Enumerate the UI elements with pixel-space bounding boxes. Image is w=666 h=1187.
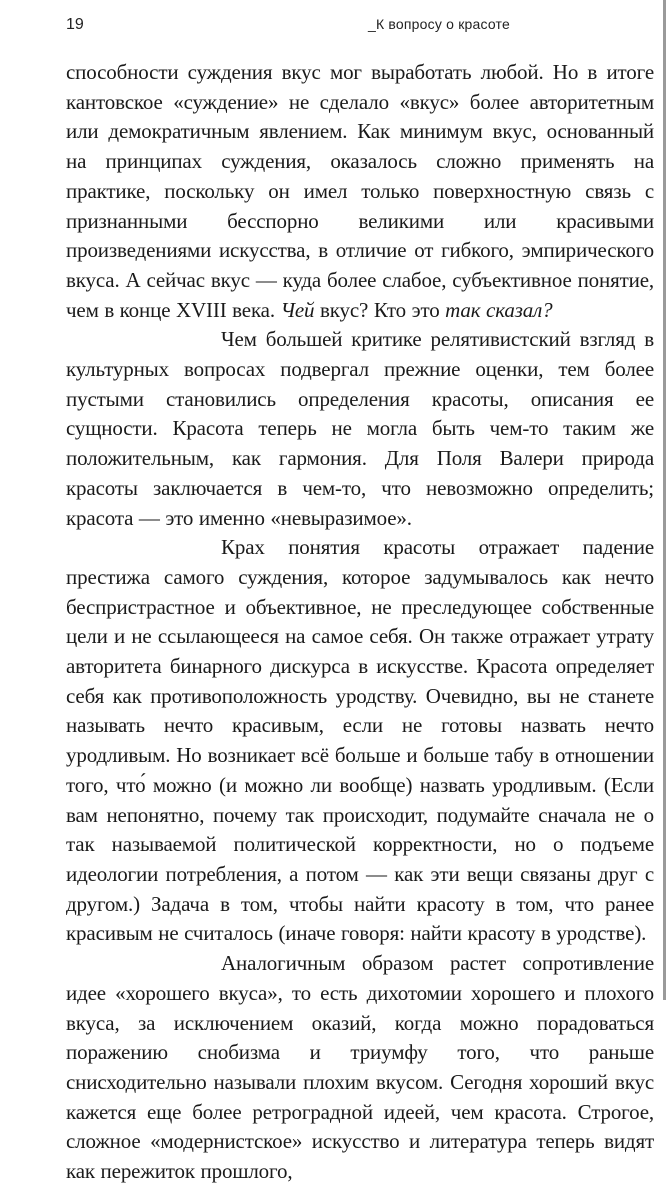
paragraph-1 [66, 58, 654, 325]
text-segment: способности суждения вкус мог выработать любой. Но в итоге кантовское «суждение» не сделало «вкус» более авторитетным или демократичным явлением. Как минимум вкус, основанный на принципах суждения, оказалось сложно применять на практике, поскольку он имел только поверхностную связь с признанными бесспорно великими или красивыми произведениями искусства, в отличие от гибкого, эмпирического вкуса. А сейчас вкус — куда более слабое, субъективное понятие, чем в конце XVIII века. [66, 60, 654, 322]
paragraph-2 [66, 325, 654, 533]
running-header [66, 16, 646, 38]
running-title: _К вопросу о красоте [368, 16, 510, 32]
text-segment: Чем большей критике релятивистский взгляд в культурных вопросах подвергал прежние оценки, тем более пустыми становились определения красоты, описания ее сущности. Красота теперь не могла быть чем-то таким же положительным, как гармония. Для Поля Валери природа красоты заключается в чем-то, что невозможно определить; красота — это именно «невыразимое». [66, 327, 654, 530]
text-segment: Аналогичным образом растет сопротивление идее «хорошего вкуса», то есть дихотомии хорошего и плохого вкуса, за исключением оказий, когда можно порадоваться поражению снобизма и триумфу того, что раньше снисходительно называли плохим вкусом. Сегодня хороший вкус кажется еще более ретроградной идеей, чем красота. Строгое, сложное «модернистское» искусство и литература теперь видят как пережиток прошлого, [66, 951, 654, 1184]
page-number: 19 [66, 16, 84, 33]
paragraph-3 [66, 533, 654, 949]
italic-segment: Чей [280, 297, 315, 322]
body-text [66, 58, 654, 1187]
italic-segment: так сказал? [445, 297, 553, 322]
text-segment: Крах понятия красоты отражает падение престижа самого суждения, которое задумывалось как нечто беспристрастное и объективное, не преследующее собственные цели и не ссылающееся на самое себя. Он также отражает утрату авторитета бинарного дискурса в искусстве. Красота определяет себя как противоположность уродству. Очевидно, вы не станете называть нечто красивым, если не готовы назвать нечто уродливым. Но возникает всё больше и больше табу в отношении того, что́ можно (и можно ли вообще) назвать уродливым. (Если вам непонятно, почему так происходит, подумайте сначала не о так называемой политической корректности, но о подъеме идеологии потребления, а потом — как эти вещи связаны друг с другом.) Задача в том, чтобы найти красоту в том, что ранее красивым не считалось (иначе говоря: найти красоту в уродстве). [66, 535, 654, 946]
paragraph-4 [66, 949, 654, 1187]
text-segment: вкус? Кто это [314, 297, 446, 322]
